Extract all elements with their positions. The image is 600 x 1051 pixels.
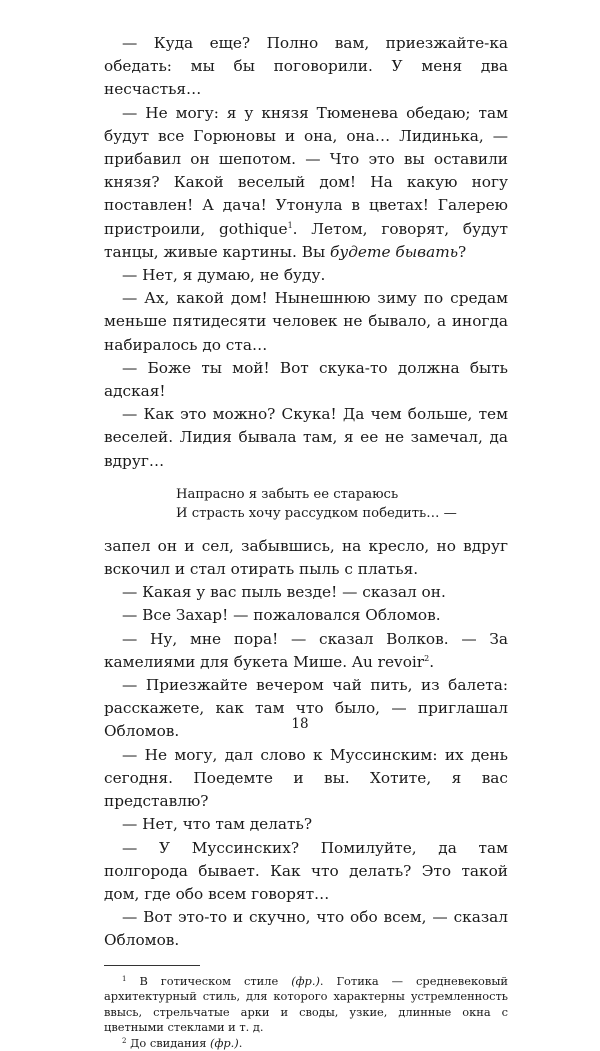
paragraph: запел он и сел, забывшись, на кресло, но вдруг вскочил и стал отирать пыль с платья.	[104, 536, 508, 579]
footnote	[104, 974, 508, 1036]
footnote-mark: 2	[122, 1036, 127, 1045]
paragraph: — Нет, я думаю, не буду.	[122, 266, 326, 285]
paragraph: — У Муссинских? Помилуйте, да там полгорода бывает. Как что делать? Это такой дом, где обо всем говорят…	[104, 838, 508, 903]
paragraph: — Какая у вас пыль везде! — сказал он.	[122, 583, 446, 602]
verse-line: И страсть хочу рассудком победить… —	[176, 505, 457, 521]
footnote-ref[interactable]: 2	[424, 653, 430, 663]
footnote-text: В готическом стиле	[139, 973, 292, 988]
italic-text: будете бывать	[330, 242, 459, 261]
paragraph-text: ?	[458, 242, 467, 261]
paragraph: — Нет, что там делать?	[122, 815, 313, 834]
paragraph: — Куда еще? Полно вам, приезжайте-ка обедать: мы бы поговорили. У меня два несчастья…	[104, 34, 508, 99]
paragraph: — Боже ты мой! Вот скука-то должна быть адская!	[104, 358, 508, 401]
paragraph: — Все Захар! — пожаловался Обломов.	[122, 606, 441, 625]
footnotes	[104, 974, 508, 1051]
footnote-text: .	[238, 1035, 243, 1050]
paragraph: — Приезжайте вечером чай пить, из балета: расскажете, как там что было, — приглашал Обломов.	[104, 676, 508, 741]
footnote-text: . Готика — средневековый архитектурный стиль, для которого характерны устремленность ввысь, стрельчатые арки и своды, узкие, длинные окна с цветными стеклами и т. д.	[104, 973, 508, 1035]
footnote-italic: (фр.)	[210, 1035, 239, 1050]
paragraph: — Не могу, дал слово к Муссинским: их день сегодня. Поедемте и вы. Хотите, я вас представлю?	[104, 745, 508, 811]
paragraph: — Не могу: я у князя Тюменева обедаю; там будут все Горюновы и она, она… Лидинька, — прибавил он шепотом. — Что это вы оставили князя? Какой веселый дом! На какую ногу поставлен! А дача! Утонула в цветах! Галерею пристроили, gothique$^1$. Летом, говорят, будут танцы, живые картины. Вы будете бывать?	[104, 103, 508, 261]
paragraph-text: — Ну, мне пора! — сказал Волков. — За камелиями для букета Мише. Au revoir	[104, 629, 508, 671]
paragraph-text: Летом, говорят, будут танцы, живые картины. Вы	[104, 219, 508, 261]
footnote-text: До свидания	[130, 1035, 211, 1050]
footnote-italic: (фр.)	[291, 973, 320, 988]
paragraph-text: — Не могу: я у князя Тюменева обедаю; там будут все Горюновы и она, она… Лидинька, — прибавил он шепотом. — Что это вы оставили князя? Какой веселый дом! На какую ногу поставлен! А дача! Утонула в цветах! Галерею пристроили, gothique	[104, 103, 508, 238]
main-text	[104, 32, 508, 953]
paragraph: — Вот это-то и скучно, что обо всем, — сказал Обломов.	[104, 908, 508, 950]
page-content	[104, 32, 508, 1051]
paragraph: — Ну, мне пора! — сказал Волков. — За камелиями для букета Мише. Au revoir$^2$.	[104, 629, 508, 671]
footnote	[104, 1036, 508, 1051]
footnote-divider	[104, 965, 200, 966]
verse-quote	[176, 485, 508, 523]
footnote-mark: 1	[122, 974, 127, 983]
paragraph: — Как это можно? Скука! Да чем больше, тем веселей. Лидия бывала там, я ее не замечал, да вдруг…	[104, 405, 508, 470]
footnote-ref[interactable]: 1	[287, 220, 293, 230]
page-number: 18	[291, 716, 309, 732]
verse-line: Напрасно я забыть ее стараюсь	[176, 486, 399, 502]
paragraph: — Ах, какой дом! Нынешнюю зиму по средам меньше пятидесяти человек не бывало, а иногда набиралось до ста…	[104, 289, 508, 354]
